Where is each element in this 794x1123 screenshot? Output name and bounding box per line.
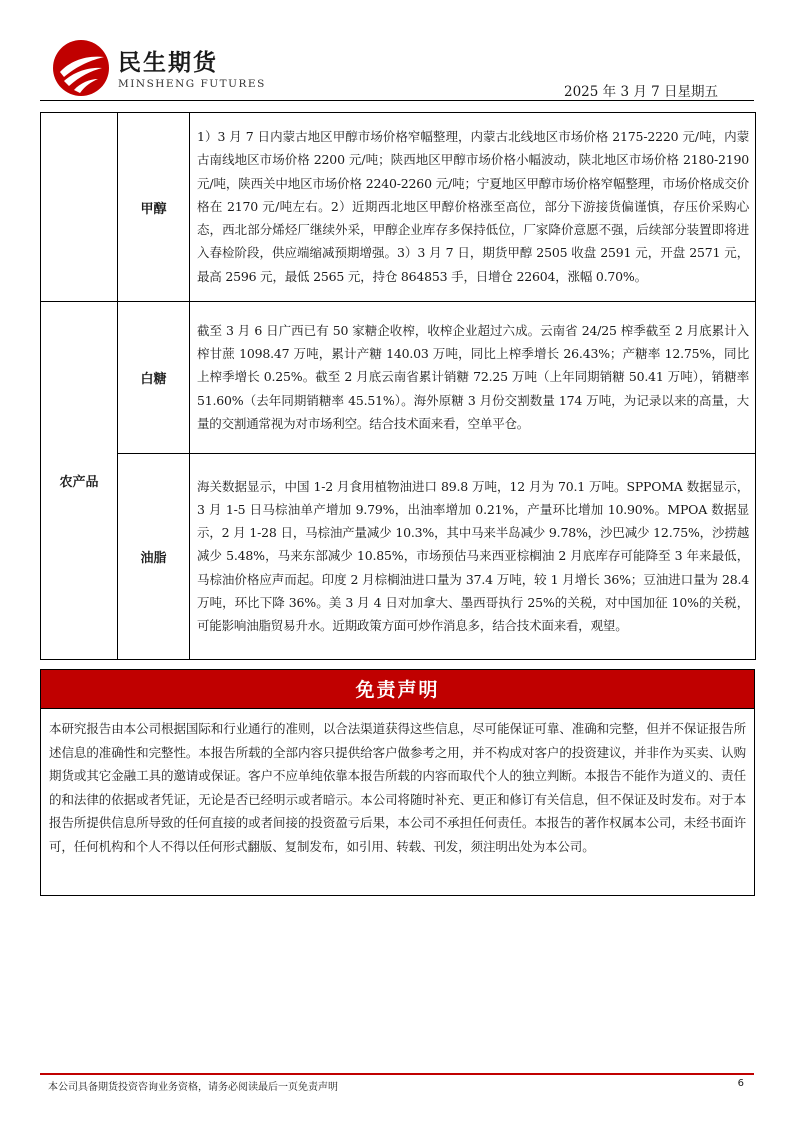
disclaimer-text: 本研究报告由本公司根据国际和行业通行的准则，以合法渠道获得这些信息，尽可能保证可靠、准确和完整，但并不保证报告所述信息的准确性和完整性。本报告所载的全部内容只提供给客户做参考之用，并不构成对客户的投资建议，并非作为买卖、认购期货或其它金融工具的邀请或保证。客户不应单纯依靠本报告所载的内容而取代个人的独立判断。本报告不能作为道义的、责任的和法律的依据或者凭证，无论是否已经明示或者暗示。本公司将随时补充、更正和修订有关信息，但不保证及时发布。对于本报告所提供信息所导致的任何直接的或者间接的投资盈亏后果，本公司不承担任何责任。本报告的著作权属本公司，未经书面许可，任何机构和个人不得以任何形式翻版、复制发布，如引用、转载、刊发，须注明出处为本公司。 [40, 709, 755, 896]
table-row-sugar [41, 302, 756, 454]
table-row-oils [41, 454, 756, 660]
category-name: 农产品 [41, 302, 118, 660]
minsheng-futures-logo-icon [52, 39, 110, 97]
page-header [0, 0, 794, 110]
footer-notice: 本公司具备期货投资咨询业务资格，请务必阅读最后一页免责声明 [48, 1082, 338, 1093]
footer-divider [40, 1073, 754, 1075]
page-number: 6 [737, 1078, 744, 1089]
product-commentary: 1）3 月 7 日内蒙古地区甲醇市场价格窄幅整理，内蒙古北线地区市场价格 2175-2220 元/吨，内蒙古南线地区市场价格 2200 元/吨；陕西地区甲醇市场价格小幅波动，陕北地区市场价格 2180-2190 元/吨，陕西关中地区市场价格 2240-2260 元/吨；宁夏地区甲醇市场价格窄幅整理，市场价格成交价格在 2170 元/吨左右。2）近期西北地区甲醇价格涨至高位，部分下游接货偏谨慎，存压价采购心态，西北部分烯烃厂继续外采，甲醇企业库存多保持低位，厂家降价意愿不强，后续部分装置即将进入春检阶段，供应端缩减预期增强。3）3 月 7 日，期货甲醇 2505 收盘 2591 元，开盘 2571 元，最高 2596 元，最低 2565 元，持仓 864853 手，日增仓 22604，涨幅 0.70%。 [190, 113, 756, 302]
table-row-methanol [41, 113, 756, 302]
product-commentary: 截至 3 月 6 日广西已有 50 家糖企收榨，收榨企业超过六成。云南省 24/25 榨季截至 2 月底累计入榨甘蔗 1098.47 万吨，累计产糖 140.03 万吨，同比上榨季增长 26.43%；产糖率 12.75%，同比上榨季增长 0.25%。截至 2 月底云南省累计销糖 72.25 万吨（上年同期销糖 50.41 万吨），销糖率 51.60%（去年同期销糖率 45.51%）。海外原糖 3 月份交割数量 174 万吨，为记录以来的高量，大量的交割通常视为对市场利空。结合技术面来看，空单平仓。 [190, 302, 756, 454]
commodity-table [40, 112, 756, 660]
product-commentary: 海关数据显示，中国 1-2 月食用植物油进口 89.8 万吨，12 月为 70.1 万吨。SPPOMA 数据显示，3 月 1-5 日马棕油单产增加 9.79%，出油率增加 0.21%，产量环比增加 10.90%。MPOA 数据显示，2 月 1-28 日，马棕油产量减少 10.3%，其中马来半岛减少 9.78%，沙巴减少 12.75%，沙捞越减少 5.48%，马来东部减少 10.85%，市场预估马来西亚棕榈油 2 月底库存可能降至 3 年来最低，马棕油价格应声而起。印度 2 月棕榈油进口量为 37.4 万吨，较 1 月增长 36%；豆油进口量为 28.4 万吨，环比下降 36%。美 3 月 4 日对加拿大、墨西哥执行 25%的关税，对中国加征 10%的关税，可能影响油脂贸易升水。近期政策方面可炒作消息多，结合技术面来看，观望。 [190, 454, 756, 660]
product-name: 油脂 [118, 454, 190, 660]
product-name: 白糖 [118, 302, 190, 454]
header-divider [40, 100, 754, 101]
disclaimer-title: 免责声明 [40, 669, 755, 709]
brand-name: 民生期货 [118, 50, 218, 76]
brand-name-en: MINSHENG FUTURES [118, 78, 266, 90]
category-cell-empty [41, 113, 118, 302]
product-name: 甲醇 [118, 113, 190, 302]
report-date: 2025 年 3 月 7 日星期五 [564, 84, 718, 100]
